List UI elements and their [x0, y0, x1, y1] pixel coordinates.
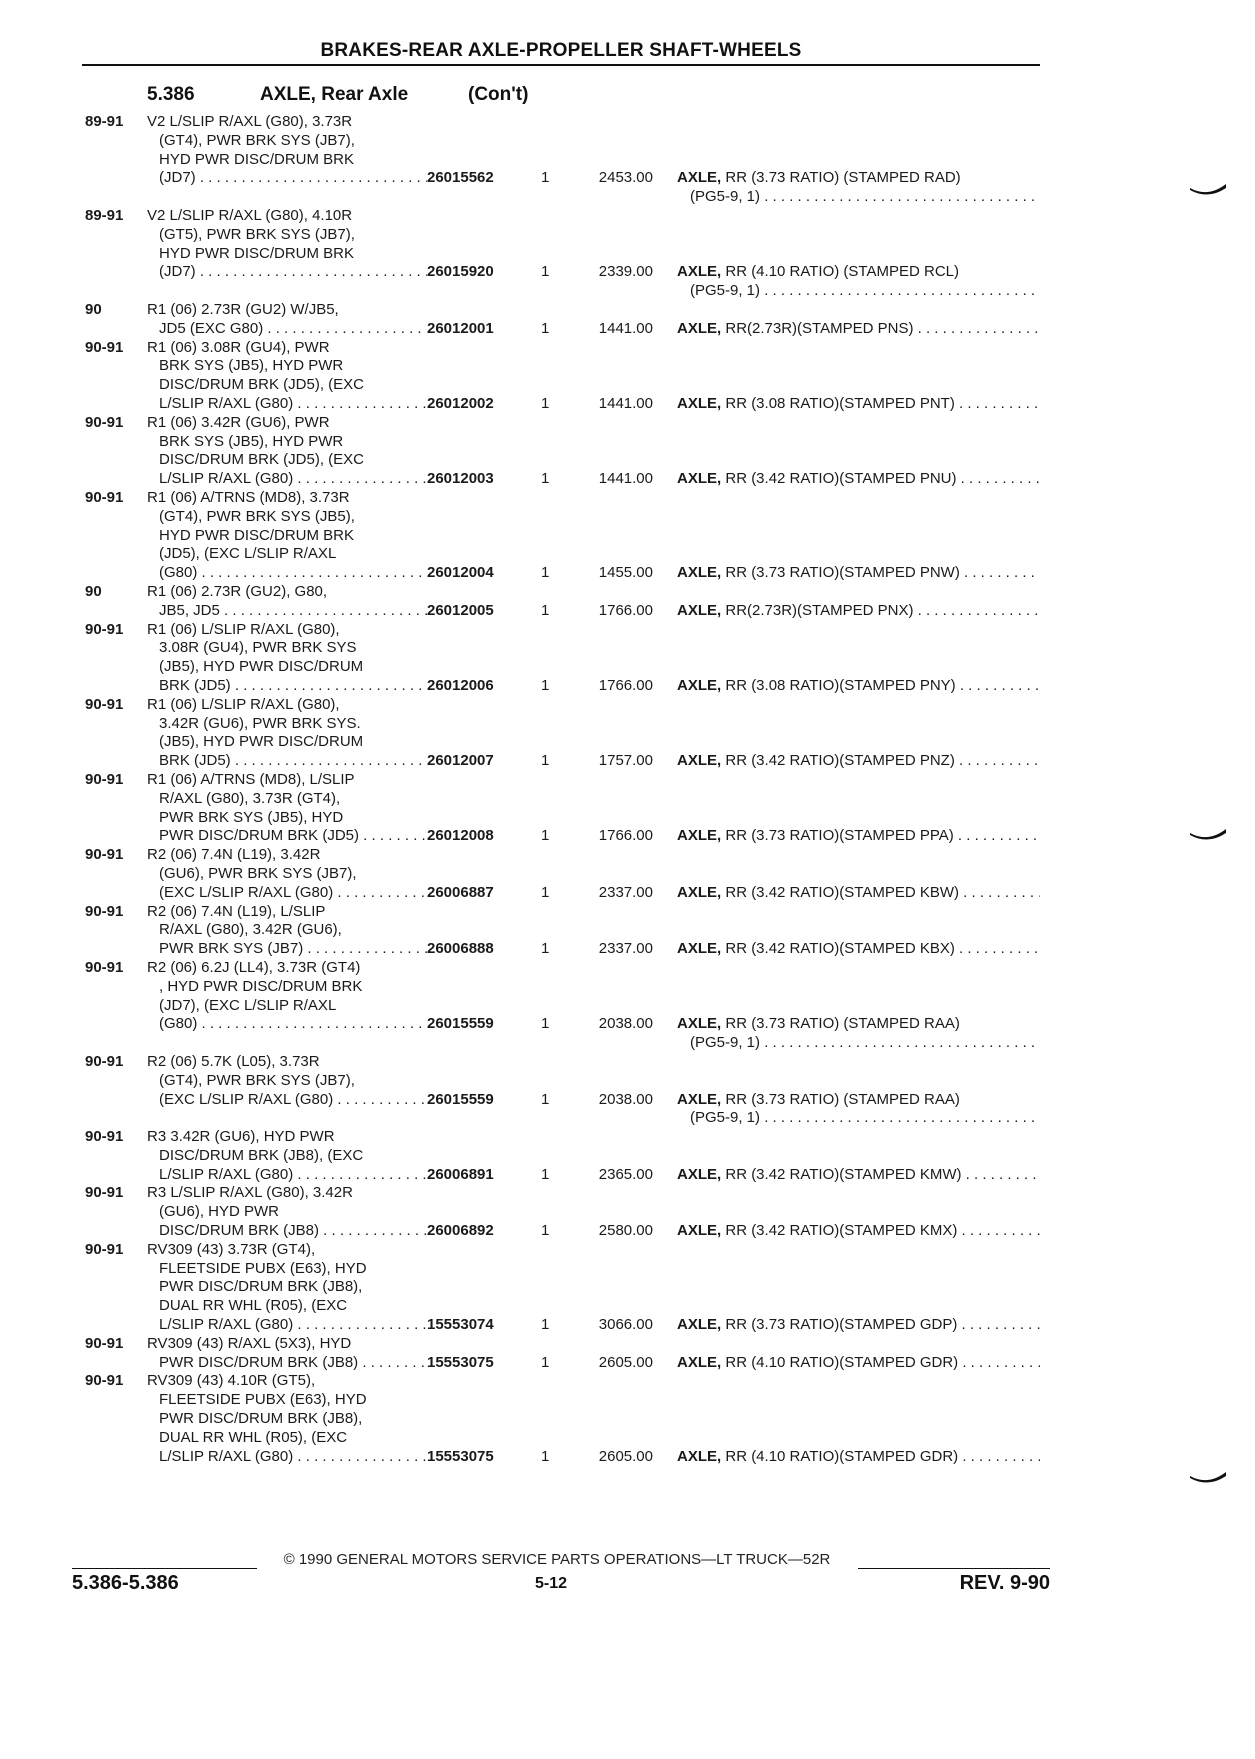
- description-line: JB5, JD5 . . .: [147, 602, 427, 621]
- part-name: AXLE,: [677, 1353, 722, 1371]
- part-detail: RR (3.73 RATIO)(STAMPED PPA): [725, 827, 954, 845]
- description-line: , HYD PWR DISC/DRUM BRK: [159, 977, 363, 995]
- application-description: [147, 1241, 427, 1335]
- part-description-reference: (PG5-9, 1) . . .: [677, 1034, 1040, 1053]
- application-description: [147, 113, 427, 188]
- description-line: (GT5), PWR BRK SYS (JB7),: [159, 225, 355, 243]
- price: 1441.00: [598, 394, 653, 412]
- parts-entry: [0, 903, 1255, 959]
- part-name: AXLE,: [677, 1316, 722, 1334]
- section-name: AXLE, Rear Axle: [260, 84, 409, 105]
- part-name: AXLE,: [677, 940, 722, 958]
- binder-hole-mark: [1188, 1472, 1228, 1486]
- part-description: [677, 884, 1040, 903]
- quantity: 1: [541, 263, 550, 281]
- parts-entry: [0, 113, 1255, 207]
- part-name: AXLE,: [677, 601, 722, 619]
- part-name: AXLE,: [677, 1222, 722, 1240]
- application-description: [147, 207, 427, 282]
- description-line: R2 (06) 7.4N (L19), L/SLIP: [147, 902, 326, 920]
- description-line: PWR DISC/DRUM BRK (JB8),: [159, 1410, 363, 1428]
- parts-entry: [0, 1335, 1255, 1373]
- part-description-line: [677, 169, 1040, 188]
- part-description: [677, 827, 1040, 846]
- application-description: [147, 621, 427, 696]
- description-line: HYD PWR DISC/DRUM BRK: [159, 244, 355, 262]
- application-description: [147, 583, 427, 621]
- part-number: 26006892: [427, 1222, 494, 1240]
- part-description: [677, 1166, 1040, 1185]
- part-description-line: [677, 1166, 1040, 1185]
- part-number: 26015920: [427, 263, 494, 281]
- model-years: 90-91: [85, 413, 124, 431]
- description-line: R1 (06) 2.73R (GU2), G80,: [147, 582, 328, 600]
- model-years: 90: [85, 582, 102, 600]
- description-line: DISC/DRUM BRK (JD5), (EXC: [159, 451, 365, 469]
- description-line: BRK SYS (JB5), HYD PWR: [159, 357, 344, 375]
- quantity: 1: [541, 1222, 550, 1240]
- description-line: BRK (JD5) . . .: [147, 752, 427, 771]
- price: 1455.00: [598, 564, 653, 582]
- part-description-reference: (PG5-9, 1) . . .: [677, 282, 1040, 301]
- quantity: 1: [541, 1165, 550, 1183]
- part-number: 26012004: [427, 564, 494, 582]
- part-number: 26012001: [427, 319, 494, 337]
- part-detail: RR (3.42 RATIO)(STAMPED KBX): [725, 940, 955, 958]
- description-line: (EXC L/SLIP R/AXL (G80) . . .: [147, 884, 427, 903]
- price: 1441.00: [598, 470, 653, 488]
- part-name: AXLE,: [677, 1090, 722, 1108]
- part-number: 26006887: [427, 883, 494, 901]
- price: 2038.00: [598, 1015, 653, 1033]
- application-description: [147, 771, 427, 846]
- part-description-line: [677, 1354, 1040, 1373]
- description-line: R3 3.42R (GU6), HYD PWR: [147, 1128, 335, 1146]
- description-line: RV309 (43) R/AXL (5X3), HYD: [147, 1334, 352, 1352]
- description-line: (GU6), HYD PWR: [159, 1203, 279, 1221]
- model-years: 90-91: [85, 338, 124, 356]
- part-detail: RR (3.42 RATIO)(STAMPED KMW): [725, 1165, 962, 1183]
- part-description-reference: (PG5-9, 1) . . .: [677, 1109, 1040, 1128]
- binder-hole-mark: [1188, 184, 1228, 198]
- part-detail: RR (3.73 RATIO) (STAMPED RAA): [725, 1090, 960, 1108]
- description-line: L/SLIP R/AXL (G80) . . .: [147, 1166, 427, 1185]
- description-line: (JD7) . . .: [147, 263, 427, 282]
- parts-entry: [0, 1241, 1255, 1335]
- model-years: 89-91: [85, 113, 124, 130]
- model-years: 90-91: [85, 1372, 124, 1390]
- model-years: 90-91: [85, 1334, 124, 1352]
- description-line: (GU6), PWR BRK SYS (JB7),: [159, 864, 357, 882]
- description-line: (JD7) . . .: [147, 169, 427, 188]
- description-line: BRK SYS (JB5), HYD PWR: [159, 432, 344, 450]
- part-number: 15553074: [427, 1316, 494, 1334]
- part-number: 26015559: [427, 1090, 494, 1108]
- description-line: (JD7), (EXC L/SLIP R/AXL: [159, 996, 337, 1014]
- part-description: [677, 564, 1040, 583]
- description-line: JD5 (EXC G80) . . .: [147, 320, 427, 339]
- part-description-line: [677, 1222, 1040, 1241]
- quantity: 1: [541, 1316, 550, 1334]
- quantity: 1: [541, 752, 550, 770]
- description-line: PWR BRK SYS (JB7) . . .: [147, 940, 427, 959]
- price: 2453.00: [598, 169, 653, 187]
- part-description: [677, 320, 1040, 339]
- description-line: R1 (06) 3.08R (GU4), PWR: [147, 338, 330, 356]
- part-description-line: [677, 470, 1040, 489]
- application-description: [147, 846, 427, 902]
- application-description: [147, 301, 427, 339]
- quantity: 1: [541, 319, 550, 337]
- parts-entry: [0, 339, 1255, 414]
- part-description-line: [677, 395, 1040, 414]
- description-line: R1 (06) L/SLIP R/AXL (G80),: [147, 695, 340, 713]
- parts-entry: [0, 771, 1255, 846]
- description-line: L/SLIP R/AXL (G80) . . .: [147, 1316, 427, 1335]
- part-name: AXLE,: [677, 883, 722, 901]
- price: 2339.00: [598, 263, 653, 281]
- description-line: 3.42R (GU6), PWR BRK SYS.: [159, 714, 361, 732]
- part-description: [677, 940, 1040, 959]
- part-detail: RR (3.42 RATIO)(STAMPED KBW): [725, 883, 959, 901]
- application-description: [147, 903, 427, 959]
- parts-entry: [0, 1372, 1255, 1466]
- description-line: (GT4), PWR BRK SYS (JB5),: [159, 507, 355, 525]
- parts-entry: [0, 1053, 1255, 1128]
- quantity: 1: [541, 169, 550, 187]
- part-description: [677, 752, 1040, 771]
- application-description: [147, 339, 427, 414]
- description-line: R/AXL (G80), 3.73R (GT4),: [159, 789, 341, 807]
- application-description: [147, 489, 427, 583]
- part-description-line: [677, 320, 1040, 339]
- model-years: 90-91: [85, 1128, 124, 1146]
- parts-entry: [0, 846, 1255, 902]
- part-number: 15553075: [427, 1447, 494, 1465]
- part-number: 26015562: [427, 169, 494, 187]
- footer-rule-left: [72, 1568, 257, 1569]
- part-description: [677, 470, 1040, 489]
- part-name: AXLE,: [677, 827, 722, 845]
- price: 1766.00: [598, 676, 653, 694]
- quantity: 1: [541, 1015, 550, 1033]
- description-line: RV309 (43) 3.73R (GT4),: [147, 1240, 316, 1258]
- description-line: L/SLIP R/AXL (G80) . . .: [147, 470, 427, 489]
- description-line: (JB5), HYD PWR DISC/DRUM: [159, 733, 364, 751]
- part-description-line: [677, 1015, 1040, 1034]
- description-line: R2 (06) 7.4N (L19), 3.42R: [147, 846, 321, 864]
- part-name: AXLE,: [677, 263, 722, 281]
- part-detail: RR (3.08 RATIO)(STAMPED PNY): [725, 676, 956, 694]
- description-line: HYD PWR DISC/DRUM BRK: [159, 526, 355, 544]
- part-description-reference: (PG5-9, 1) . . .: [677, 188, 1040, 207]
- model-years: 90-91: [85, 1184, 124, 1202]
- model-years: 90-91: [85, 1052, 124, 1070]
- application-description: [147, 696, 427, 771]
- model-years: 90-91: [85, 958, 124, 976]
- part-description: [677, 169, 1040, 207]
- part-description: [677, 602, 1040, 621]
- part-description-line: [677, 940, 1040, 959]
- part-detail: RR(2.73R)(STAMPED PNS): [725, 319, 914, 337]
- part-name: AXLE,: [677, 169, 722, 187]
- model-years: 89-91: [85, 207, 124, 224]
- part-description: [677, 1448, 1040, 1467]
- part-name: AXLE,: [677, 319, 722, 337]
- part-description: [677, 1316, 1040, 1335]
- part-detail: RR (3.42 RATIO)(STAMPED PNU): [725, 470, 957, 488]
- description-line: FLEETSIDE PUBX (E63), HYD: [159, 1391, 367, 1409]
- application-description: [147, 1335, 427, 1373]
- part-description-line: [677, 677, 1040, 696]
- description-line: R1 (06) 2.73R (GU2) W/JB5,: [147, 301, 339, 318]
- application-description: [147, 959, 427, 1034]
- part-description: [677, 1015, 1040, 1053]
- price: 2605.00: [598, 1447, 653, 1465]
- part-detail: RR (4.10 RATIO) (STAMPED RCL): [725, 263, 959, 281]
- description-line: R1 (06) L/SLIP R/AXL (G80),: [147, 620, 340, 638]
- part-description: [677, 1222, 1040, 1241]
- part-number: 15553075: [427, 1353, 494, 1371]
- description-line: RV309 (43) 4.10R (GT5),: [147, 1372, 316, 1390]
- part-name: AXLE,: [677, 1015, 722, 1033]
- part-description-line: [677, 752, 1040, 771]
- part-number: 26006891: [427, 1165, 494, 1183]
- quantity: 1: [541, 883, 550, 901]
- part-description: [677, 677, 1040, 696]
- description-line: DISC/DRUM BRK (JB8) . . .: [147, 1222, 427, 1241]
- parts-entry: [0, 696, 1255, 771]
- section-continued: (Con't): [468, 84, 529, 105]
- description-line: V2 L/SLIP R/AXL (G80), 4.10R: [147, 207, 353, 224]
- part-detail: RR (3.73 RATIO)(STAMPED GDP): [725, 1316, 958, 1334]
- parts-entry: [0, 621, 1255, 696]
- part-name: AXLE,: [677, 1165, 722, 1183]
- price: 2038.00: [598, 1090, 653, 1108]
- description-line: FLEETSIDE PUBX (E63), HYD: [159, 1259, 367, 1277]
- description-line: BRK (JD5) . . .: [147, 677, 427, 696]
- part-number: 26012002: [427, 394, 494, 412]
- part-number: 26012007: [427, 752, 494, 770]
- part-number: 26006888: [427, 940, 494, 958]
- description-line: (JB5), HYD PWR DISC/DRUM: [159, 658, 364, 676]
- footer-rule-right: [858, 1568, 1050, 1569]
- description-line: R/AXL (G80), 3.42R (GU6),: [159, 921, 342, 939]
- part-number: 26012003: [427, 470, 494, 488]
- description-line: (JD5), (EXC L/SLIP R/AXL: [159, 545, 337, 563]
- description-line: PWR DISC/DRUM BRK (JB8) . . .: [147, 1354, 427, 1373]
- section-title: [147, 84, 528, 106]
- description-line: DUAL RR WHL (R05), (EXC: [159, 1428, 348, 1446]
- application-description: [147, 1372, 427, 1466]
- application-description: [147, 414, 427, 489]
- description-line: R2 (06) 5.7K (L05), 3.73R: [147, 1052, 320, 1070]
- footer-section-range: 5.386-5.386: [72, 1572, 179, 1594]
- application-description: [147, 1184, 427, 1240]
- price: 1766.00: [598, 827, 653, 845]
- part-name: AXLE,: [677, 564, 722, 582]
- description-line: R1 (06) A/TRNS (MD8), L/SLIP: [147, 770, 355, 788]
- part-description: [677, 1091, 1040, 1129]
- description-line: PWR DISC/DRUM BRK (JB8),: [159, 1278, 363, 1296]
- description-line: DISC/DRUM BRK (JB8), (EXC: [159, 1146, 364, 1164]
- application-description: [147, 1128, 427, 1184]
- description-line: R3 L/SLIP R/AXL (G80), 3.42R: [147, 1184, 353, 1202]
- description-line: (GT4), PWR BRK SYS (JB7),: [159, 1071, 355, 1089]
- quantity: 1: [541, 827, 550, 845]
- price: 3066.00: [598, 1316, 653, 1334]
- price: 2580.00: [598, 1222, 653, 1240]
- part-description: [677, 263, 1040, 301]
- model-years: 90-91: [85, 488, 124, 506]
- page-header: BRAKES-REAR AXLE-PROPELLER SHAFT-WHEELS: [82, 40, 1040, 66]
- part-detail: RR (4.10 RATIO)(STAMPED GDR): [725, 1447, 959, 1465]
- parts-entry: [0, 1128, 1255, 1184]
- quantity: 1: [541, 940, 550, 958]
- part-number: 26012006: [427, 676, 494, 694]
- parts-entry: [0, 489, 1255, 583]
- price: 2337.00: [598, 940, 653, 958]
- footer-revision: REV. 9-90: [959, 1572, 1050, 1594]
- parts-list: [0, 113, 1255, 1466]
- model-years: 90-91: [85, 620, 124, 638]
- parts-entry: [0, 414, 1255, 489]
- quantity: 1: [541, 1353, 550, 1371]
- model-years: 90-91: [85, 770, 124, 788]
- price: 1757.00: [598, 752, 653, 770]
- part-number: 26012005: [427, 601, 494, 619]
- model-years: 90: [85, 301, 102, 318]
- parts-entry: [0, 583, 1255, 621]
- price: 1766.00: [598, 601, 653, 619]
- part-description-line: [677, 263, 1040, 282]
- description-line: (G80) . . .: [147, 1015, 427, 1034]
- part-name: AXLE,: [677, 676, 722, 694]
- model-years: 90-91: [85, 695, 124, 713]
- part-name: AXLE,: [677, 1447, 722, 1465]
- description-line: PWR BRK SYS (JB5), HYD: [159, 808, 344, 826]
- quantity: 1: [541, 1447, 550, 1465]
- part-description-line: [677, 564, 1040, 583]
- description-line: R2 (06) 6.2J (LL4), 3.73R (GT4): [147, 958, 361, 976]
- description-line: (EXC L/SLIP R/AXL (G80) . . .: [147, 1091, 427, 1110]
- model-years: 90-91: [85, 1240, 124, 1258]
- part-detail: RR (3.73 RATIO) (STAMPED RAD): [725, 169, 961, 187]
- part-detail: RR (3.42 RATIO)(STAMPED KMX): [725, 1222, 958, 1240]
- part-name: AXLE,: [677, 752, 722, 770]
- part-detail: RR (3.73 RATIO)(STAMPED PNW): [725, 564, 960, 582]
- model-years: 90-91: [85, 902, 124, 920]
- description-line: (G80) . . .: [147, 564, 427, 583]
- description-line: R1 (06) 3.42R (GU6), PWR: [147, 413, 330, 431]
- description-line: V2 L/SLIP R/AXL (G80), 3.73R: [147, 113, 353, 130]
- price: 2337.00: [598, 883, 653, 901]
- binder-hole-mark: [1188, 829, 1228, 843]
- description-line: DUAL RR WHL (R05), (EXC: [159, 1297, 348, 1315]
- part-number: 26015559: [427, 1015, 494, 1033]
- part-description-line: [677, 1316, 1040, 1335]
- part-description-line: [677, 602, 1040, 621]
- description-line: (GT4), PWR BRK SYS (JB7),: [159, 131, 355, 149]
- part-description-line: [677, 1448, 1040, 1467]
- description-line: DISC/DRUM BRK (JD5), (EXC: [159, 376, 365, 394]
- part-name: AXLE,: [677, 470, 722, 488]
- part-description: [677, 1354, 1040, 1373]
- parts-entry: [0, 959, 1255, 1053]
- model-years: 90-91: [85, 846, 124, 864]
- part-description-line: [677, 884, 1040, 903]
- quantity: 1: [541, 1090, 550, 1108]
- quantity: 1: [541, 470, 550, 488]
- parts-entry: [0, 207, 1255, 301]
- part-name: AXLE,: [677, 394, 722, 412]
- parts-entry: [0, 1184, 1255, 1240]
- footer-copyright: © 1990 GENERAL MOTORS SERVICE PARTS OPERATIONS—LT TRUCK—52R: [283, 1551, 831, 1568]
- description-line: PWR DISC/DRUM BRK (JD5) . . .: [147, 827, 427, 846]
- application-description: [147, 1053, 427, 1109]
- part-detail: RR (3.73 RATIO) (STAMPED RAA): [725, 1015, 960, 1033]
- parts-entry: [0, 301, 1255, 339]
- quantity: 1: [541, 676, 550, 694]
- part-detail: RR(2.73R)(STAMPED PNX): [725, 601, 914, 619]
- price: 2605.00: [598, 1353, 653, 1371]
- description-line: HYD PWR DISC/DRUM BRK: [159, 150, 355, 168]
- quantity: 1: [541, 394, 550, 412]
- part-description-line: [677, 827, 1040, 846]
- description-line: L/SLIP R/AXL (G80) . . .: [147, 395, 427, 414]
- description-line: 3.08R (GU4), PWR BRK SYS: [159, 639, 357, 657]
- price: 1441.00: [598, 319, 653, 337]
- quantity: 1: [541, 601, 550, 619]
- part-number: 26012008: [427, 827, 494, 845]
- part-description-line: [677, 1091, 1040, 1110]
- part-description: [677, 395, 1040, 414]
- price: 2365.00: [598, 1165, 653, 1183]
- footer-page-number: 5-12: [535, 1575, 568, 1592]
- quantity: 1: [541, 564, 550, 582]
- part-detail: RR (3.08 RATIO)(STAMPED PNT): [725, 394, 955, 412]
- description-line: R1 (06) A/TRNS (MD8), 3.73R: [147, 488, 350, 506]
- section-number: 5.386: [147, 84, 195, 105]
- part-detail: RR (3.42 RATIO)(STAMPED PNZ): [725, 752, 955, 770]
- description-line: L/SLIP R/AXL (G80) . . .: [147, 1448, 427, 1467]
- part-detail: RR (4.10 RATIO)(STAMPED GDR): [725, 1353, 959, 1371]
